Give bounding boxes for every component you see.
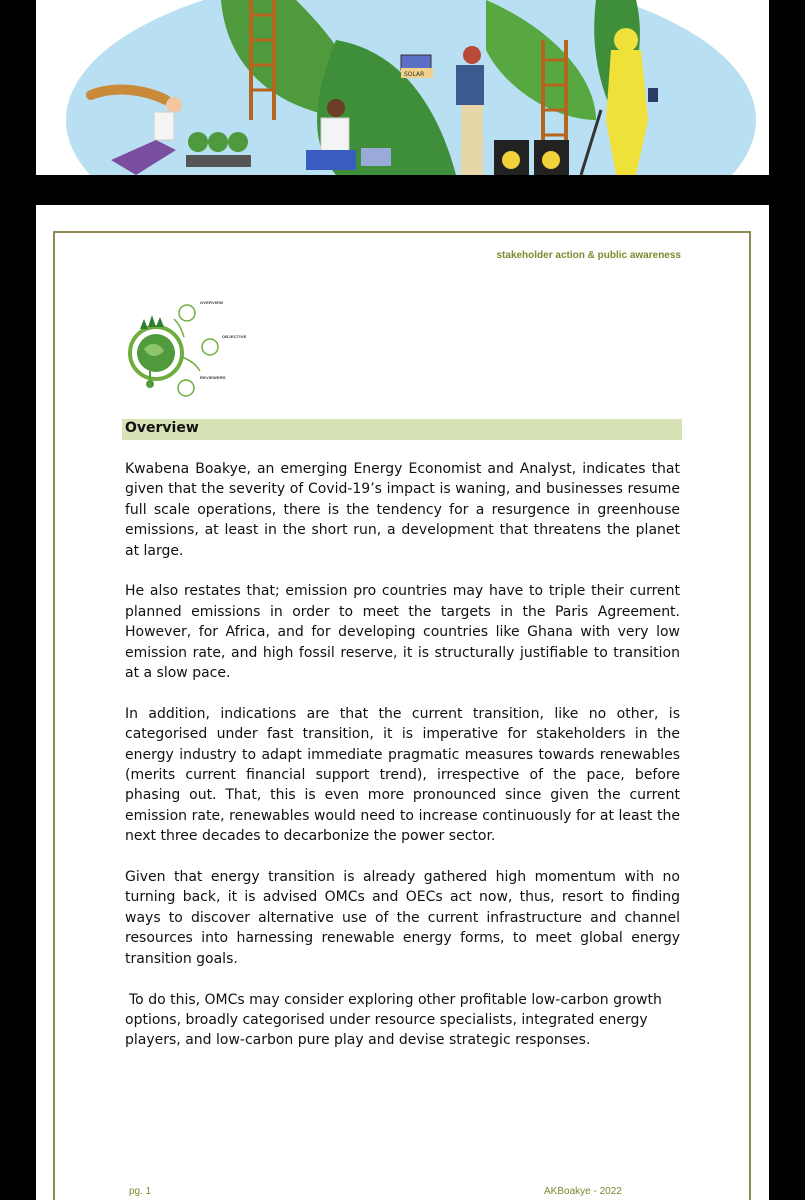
solar-label: SOLAR (404, 71, 425, 78)
section-heading-bar (122, 419, 682, 440)
cover-page-fragment (36, 0, 769, 175)
paragraph: In addition, indications are that the current transition, like no other, is categorised under fast transition, it is imperative for stakeholders in the energy industry to adapt immediate pragmatic measures towards renewables (merits current financial support trend), irrespective of the pace, before phasing out. That, this is even more pronounced since given the current emission rate, renewables would need to increase continuously for at least the next three decades to decarbonize the power sector. (125, 705, 680, 845)
section-title: Overview (125, 420, 199, 436)
paragraph: Given that energy transition is already gathered high momentum with no turning back, it is advised OMCs and OECs act now, thus, resort to finding ways to discover alternative use of the current infrastructure and channel resources into harnessing renewable energy forms, to meet global energy transition goals. (125, 869, 680, 967)
paragraph: To do this, OMCs may consider exploring other profitable low-carbon growth options, broadly categorised under resource specialists, integrated energy players, and low-carbon pure play and devise strategic responses. (125, 991, 662, 1049)
climate-illustration (36, 0, 769, 175)
body-text (125, 459, 680, 1071)
paragraph: He also restates that; emission pro countries may have to triple their current planned emissions in order to meet the targets in the Paris Agreement. However, for Africa, and for developing countries like Ghana with very low emission rate, and high fossil reserve, it is structurally justifiable to transition at a slow pace. (125, 583, 680, 682)
toc-graphic (124, 291, 284, 401)
toc-item-overview[interactable]: OVERVIEW (200, 300, 224, 305)
page-number: pg. 1 (129, 1186, 152, 1197)
globe-toc-icon (124, 291, 284, 401)
toc-item-objective[interactable]: OBJECTIVE (222, 334, 247, 339)
paragraph: Kwabena Boakye, an emerging Energy Economist and Analyst, indicates that given that the severity of Covid-19’s impact is waning, and businesses resume full scale operations, there is the tendency for a resurgence in greenhouse emissions, at least in the short run, a development that threatens the planet at large. (125, 461, 680, 559)
header-tag: stakeholder action & public awareness (496, 250, 681, 261)
toc-item-reviewers[interactable]: REVIEWERS (200, 375, 226, 380)
document-page (36, 205, 769, 1200)
footer-author: AKBoakye - 2022 (544, 1186, 622, 1197)
